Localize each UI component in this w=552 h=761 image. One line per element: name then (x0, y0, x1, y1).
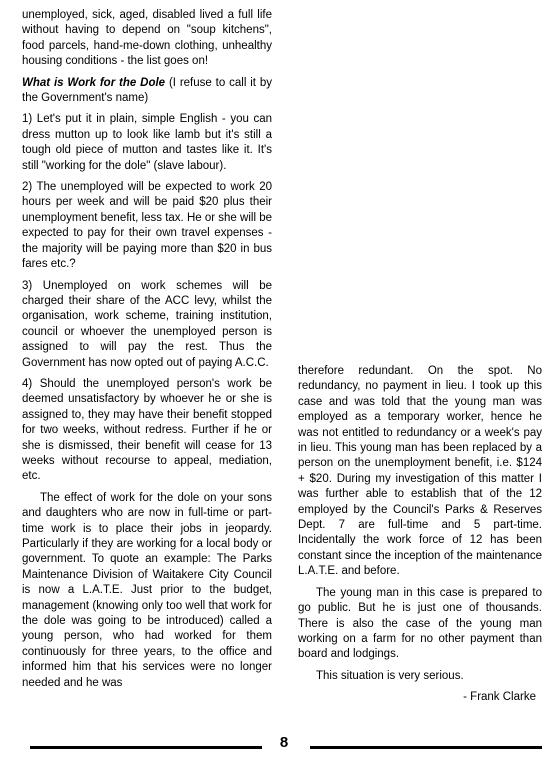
point-1: 1) Let's put it in plain, simple English - you can dress mutton up to look like lamb but it's still a tough old piece of mutton and tastes like it. It's still "working for the dole" (slave labour). (22, 113, 272, 172)
point-2: 2) The unemployed will be expected to work 20 hours per week and will be paid $20 plus their unemployment benefit, less tax. He or she will be expected to pay for their own travel expenses - the majority will be paying more than $20 in bus fares etc.? (22, 181, 272, 271)
paragraph: unemployed, sick, aged, disabled lived a full life without having to depend on "soup kitchens", food parcels, hand-me-down clothing, unhealthy housing conditions - the list goes on! (22, 9, 272, 68)
left-column (22, 0, 272, 697)
section-heading-note: (I refuse to call it by the Government's name) (22, 76, 273, 105)
footer-rule-right (310, 746, 542, 749)
paragraph: This situation is very serious. (316, 669, 464, 682)
page-number: 8 (279, 734, 289, 751)
point-4: 4) Should the unemployed person's work be deemed unsatisfactory by whoever he or she is assigned to, they may have their benefit stopped for two weeks, without redress. Further if he or she is dismissed, their benefit will cease for 13 weeks without recourse to appeal, mediation, etc. (22, 377, 272, 483)
right-column (298, 0, 542, 712)
author-signature: - Frank Clarke (463, 691, 536, 704)
footer-rule-left (30, 746, 262, 749)
section-heading: What is Work for the Dole (22, 76, 166, 89)
paragraph: therefore redundant. On the spot. No redundancy, no payment in lieu. I took up this case and was told that the young man was employed as a temporary worker, hence he was not entitled to redundancy or a week's pay in lieu. This young man has been replaced by a person on the unemployment benefit, i.e. $124 + $20. During my investigation of this matter I was further able to establish that of the 12 employed by the Council's Parks & Reserves Dept. 7 are full-time and 5 part-time. Incidentally the work force of 12 has been constant since the inception of the maintenance L.A.T.E. and before. (298, 365, 542, 578)
paragraph: The young man in this case is prepared to go public. But he is just one of thousands. There is also the case of the young man working on a farm for no other payment than board and lodgings. (298, 586, 542, 661)
point-3: 3) Unemployed on work schemes will be charged their share of the ACC levy, whilst the organisation, work scheme, training institution, council or whoever the unemployed person is assigned to will pay the rest. Thus the Government has now opted out of paying A.C.C. (22, 279, 272, 369)
section-heading-paragraph (22, 76, 272, 107)
paragraph: The effect of work for the dole on your sons and daughters who are now in full-time or part-time work is to place their jobs in jeopardy. Particularly if they are working for a local body or government. To quote an example: The Parks Maintenance Division of Waitakere City Council is now a L.A.T.E. Just prior to the budget, management (knowing only too well that work for the dole was going to be introduced) called a young person, who had worked for them continuously for three years, to the office and informed him that his services were no longer needed and he was (22, 491, 272, 689)
